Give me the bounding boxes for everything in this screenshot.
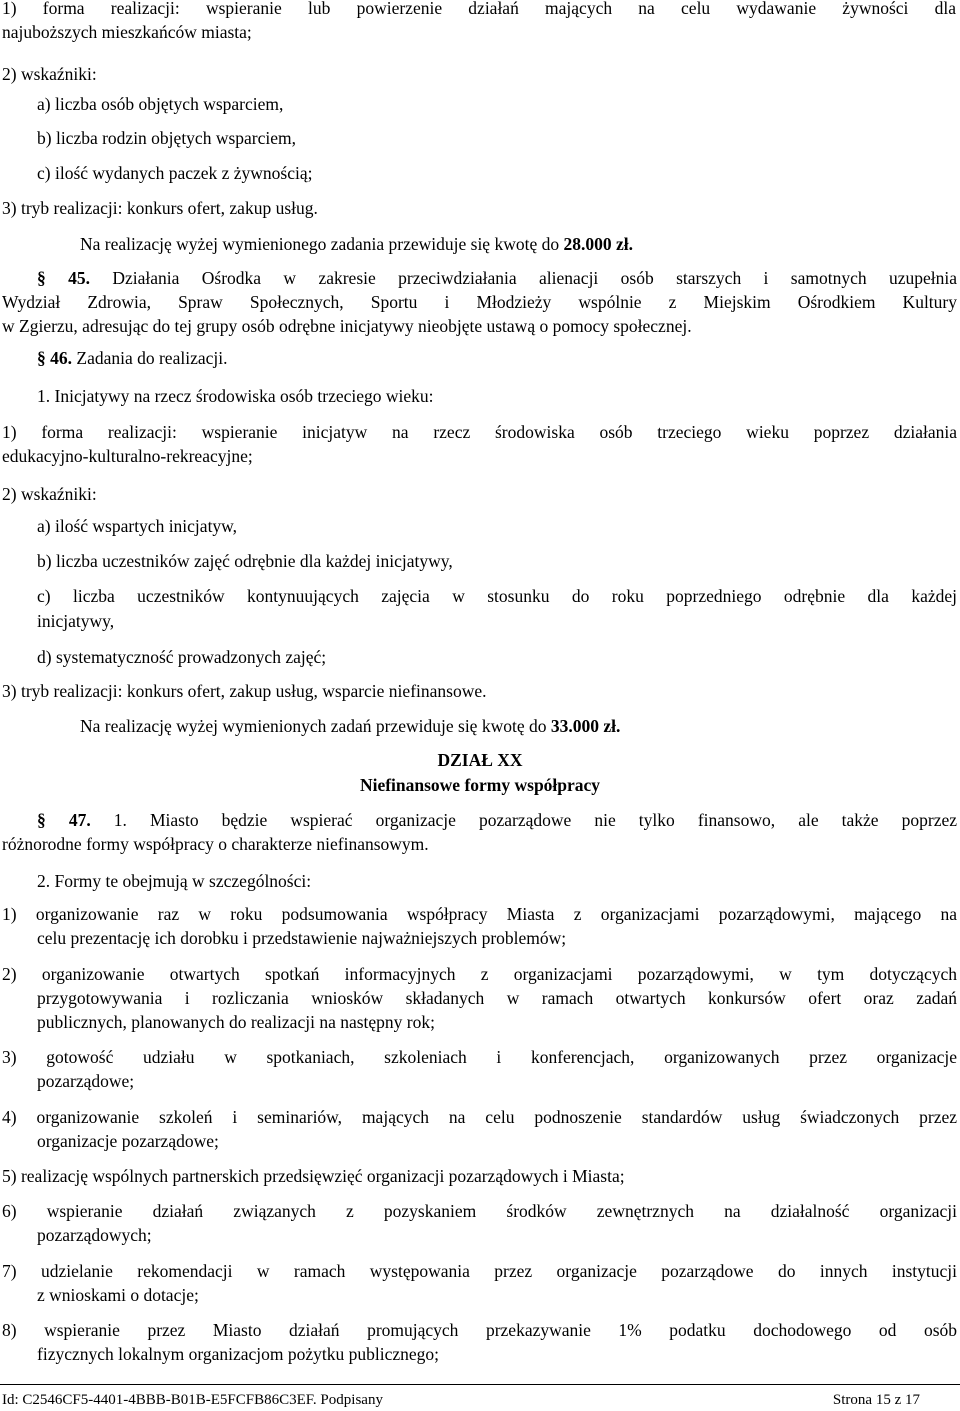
list-item: c) ilość wydanych paczek z żywnością; bbox=[37, 163, 313, 183]
list-item: 4) organizowanie szkoleń i seminariów, mających na celu podnoszenie standardów usług świadczonych przez bbox=[2, 1107, 957, 1127]
paragraph-line: 1) forma realizacji: wspieranie lub powierzenie działań mających na celu wydawanie żywności dla bbox=[2, 0, 956, 18]
list-item: b) liczba uczestników zajęć odrębnie dla każdej inicjatywy, bbox=[37, 551, 453, 571]
list-item: 3) gotowość udziału w spotkaniach, szkoleniach i konferencjach, organizowanych przez organizacje bbox=[2, 1047, 957, 1067]
paragraph-line: publicznych, planowanych do realizacji na następny rok; bbox=[37, 1012, 435, 1032]
paragraph-line: pozarządowe; bbox=[37, 1071, 135, 1091]
list-item: 6) wspieranie działań związanych z pozyskaniem środków zewnętrznych na działalność organizacji bbox=[2, 1201, 957, 1221]
paragraph-line: celu prezentację ich dorobku i przedstawienie najważniejszych problemów; bbox=[37, 928, 567, 948]
section-46-line: § 46. Zadania do realizacji. bbox=[37, 348, 228, 368]
list-item: a) ilość wspartych inicjatyw, bbox=[37, 516, 238, 536]
section-number: § 46. bbox=[37, 348, 72, 368]
paragraph-line: Wydział Zdrowia, Spraw Społecznych, Sportu i Młodzieży wspólnie z Miejskim Ośrodkiem Kultury bbox=[2, 292, 957, 312]
paragraph-line: 1. Inicjatywy na rzecz środowiska osób trzeciego wieku: bbox=[37, 386, 434, 406]
paragraph-line: inicjatywy, bbox=[37, 611, 115, 631]
list-item: 2) wskaźniki: bbox=[2, 64, 97, 84]
paragraph-line: najuboższych mieszkańców miasta; bbox=[2, 22, 252, 42]
amount-line: Na realizację wyżej wymienionych zadań przewiduje się kwotę do 33.000 zł. bbox=[80, 716, 621, 736]
list-item: 8) wspieranie przez Miasto działań promujących przekazywanie 1% podatku dochodowego od osób bbox=[2, 1320, 957, 1340]
amount-value: 33.000 zł. bbox=[550, 716, 621, 736]
list-item: 3) tryb realizacji: konkurs ofert, zakup usług. bbox=[2, 198, 318, 218]
list-item: 2) wskaźniki: bbox=[2, 484, 97, 504]
paragraph-line: organizacje pozarządowe; bbox=[37, 1131, 219, 1151]
list-item: 7) udzielanie rekomendacji w ramach występowania przez organizacje pozarządowe do innych instytucji bbox=[2, 1261, 957, 1281]
list-item: 1) forma realizacji: wspieranie inicjatyw na rzecz środowiska osób trzeciego wieku poprzez działania bbox=[2, 422, 957, 442]
section-number: § 47. bbox=[37, 810, 91, 830]
list-item: 2) organizowanie otwartych spotkań informacyjnych z organizacjami pozarządowymi, w tym dotyczących bbox=[2, 964, 957, 984]
amount-value: 28.000 zł. bbox=[563, 234, 633, 254]
paragraph-line: różnorodne formy współpracy o charakterze niefinansowym. bbox=[2, 834, 429, 854]
paragraph-line: 2. Formy te obejmują w szczególności: bbox=[37, 871, 312, 891]
list-item: a) liczba osób objętych wsparciem, bbox=[37, 94, 284, 114]
list-item: 3) tryb realizacji: konkurs ofert, zakup usług, wsparcie niefinansowe. bbox=[2, 681, 487, 701]
paragraph-line: w Zgierzu, adresując do tej grupy osób odrębne inicjatywy nieobjęte ustawą o pomocy społecznej. bbox=[2, 316, 692, 336]
paragraph-47-line: § 47. 1. Miasto będzie wspierać organizacje pozarządowe nie tylko finansowo, ale także poprzez bbox=[37, 810, 957, 830]
list-item: 5) realizację wspólnych partnerskich przedsięwzięć organizacji pozarządowych i Miasta; bbox=[2, 1166, 625, 1186]
list-item: d) systematyczność prowadzonych zajęć; bbox=[37, 647, 327, 667]
paragraph-line: z wnioskami o dotacje; bbox=[37, 1285, 199, 1305]
paragraph-line: edukacyjno-kulturalno-rekreacyjne; bbox=[2, 446, 253, 466]
amount-line: Na realizację wyżej wymienionego zadania przewiduje się kwotę do 28.000 zł. bbox=[80, 234, 633, 254]
paragraph-line: pozarządowych; bbox=[37, 1225, 152, 1245]
chapter-title: Niefinansowe formy współpracy bbox=[359, 775, 601, 795]
paragraph-line: fizycznych lokalnym organizacjom pożytku publicznego; bbox=[37, 1344, 440, 1364]
document-id: Id: C2546CF5-4401-4BBB-B01B-E5FCFB86C3EF. Podpisany bbox=[2, 1392, 383, 1408]
section-number: § 45. bbox=[37, 268, 90, 288]
chapter-heading: DZIAŁ XX bbox=[437, 750, 523, 770]
list-item: b) liczba rodzin objętych wsparciem, bbox=[37, 128, 296, 148]
paragraph-45-line: § 45. Działania Ośrodka w zakresie przeciwdziałania alienacji osób starszych i samotnych uzupełnia bbox=[37, 268, 957, 288]
page-number: Strona 15 z 17 bbox=[832, 1392, 920, 1408]
list-item: c) liczba uczestników kontynuujących zajęcia w stosunku do roku poprzedniego odrębnie dla każdej bbox=[37, 586, 957, 606]
footer-divider bbox=[0, 1384, 960, 1385]
list-item: 1) organizowanie raz w roku podsumowania współpracy Miasta z organizacjami pozarządowymi, mającego na bbox=[2, 904, 957, 924]
paragraph-line: przygotowywania i rozliczania wniosków składanych w ramach otwartych konkursów ofert oraz zadań bbox=[37, 988, 957, 1008]
